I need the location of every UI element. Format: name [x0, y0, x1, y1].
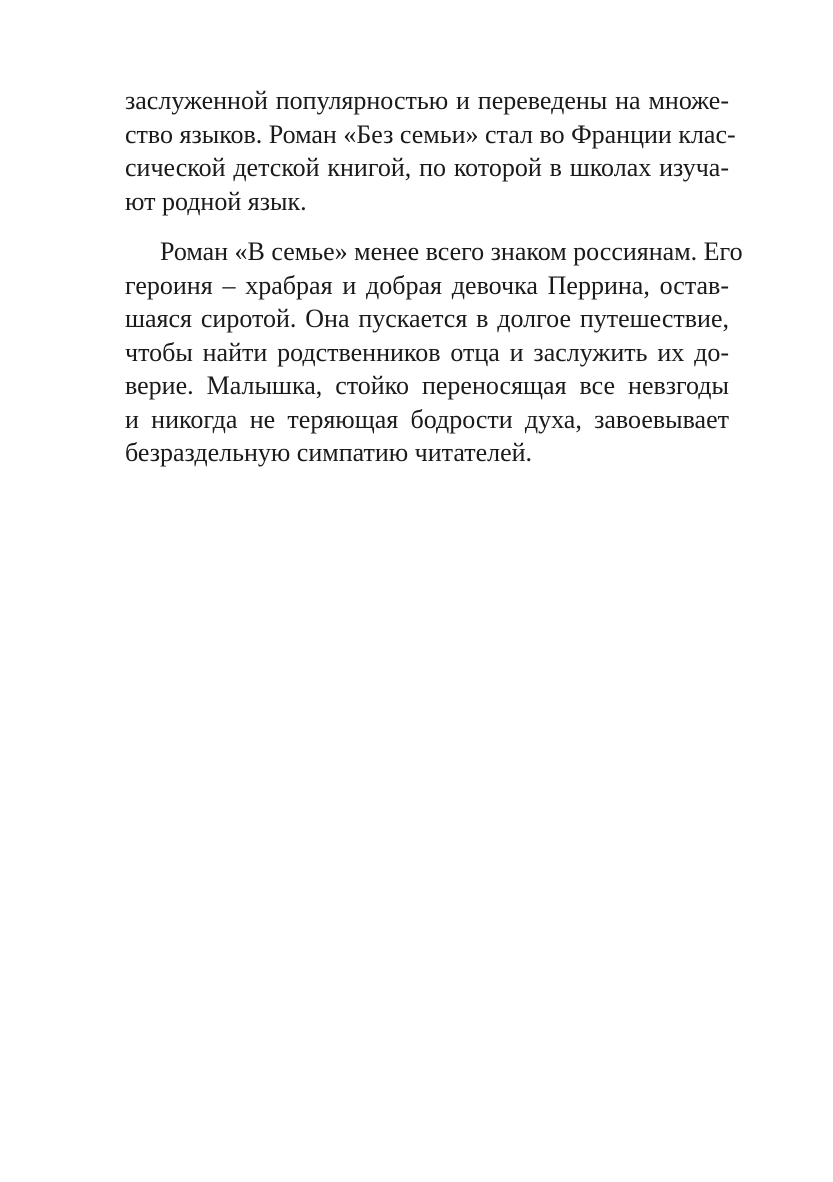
text-line: ют родной язык.: [125, 186, 307, 216]
text-line: верие. Малышка, стойко переносящая все невзгоды: [125, 371, 729, 400]
text-line: героиня – храбрая и добрая девочка Перрина, остав-: [125, 270, 729, 300]
text-line: Роман «В семье» менее всего знаком россиянам. Его: [160, 237, 743, 266]
text-line: безраздельную симпатию читателей.: [125, 438, 533, 467]
text-line: шаяся сиротой. Она пускается в долгое путешествие,: [125, 304, 729, 333]
text-line: ство языков. Роман «Без семьи» стал во Франции клас-: [125, 119, 736, 149]
text-line: чтобы найти родственников отца и заслужить их до-: [125, 337, 729, 367]
paragraph-in-family: [125, 235, 743, 470]
paragraph-continued: [125, 84, 736, 218]
text-line: сической детской книгой, по которой в школах изуча-: [125, 153, 729, 182]
text-line: заслуженной популярностью и переведены на множе-: [125, 86, 729, 115]
text-line: и никогда не теряющая бодрости духа, завоевывает: [125, 404, 729, 434]
